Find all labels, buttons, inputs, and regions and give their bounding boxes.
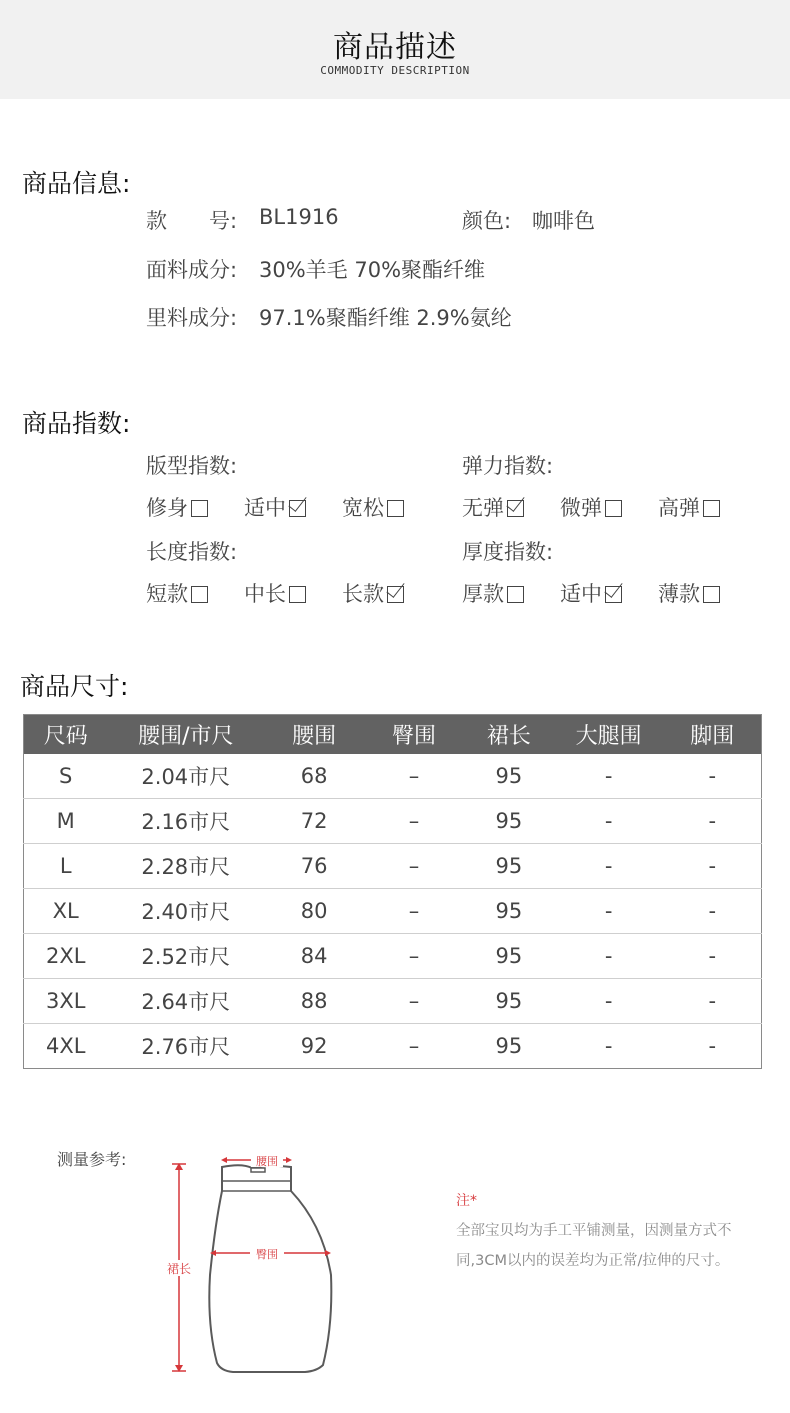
skirt-measurement-diagram (155, 1145, 345, 1375)
table-cell: 2.28市尺 (107, 844, 264, 889)
table-cell: 2.64市尺 (107, 979, 264, 1024)
hip-label: 臀围 (256, 1248, 278, 1261)
fit-index-label: 版型指数: (146, 454, 238, 478)
table-cell: 95 (464, 934, 554, 979)
fit-option-slim: 修身 (146, 492, 208, 522)
table-cell: 2.76市尺 (141, 1035, 231, 1059)
table-cell: 80 (264, 889, 364, 934)
table-cell: 68 (264, 754, 364, 799)
note-title: 注* (456, 1193, 477, 1209)
waist-tab (251, 1168, 265, 1172)
index-section-title: 商品指数: (22, 409, 131, 438)
table-cell: – (408, 1034, 420, 1058)
size-section-title: 商品尺寸: (20, 672, 129, 701)
measure-reference-label: 测量参考: (57, 1150, 127, 1169)
info-section-title: 商品信息: (22, 169, 131, 198)
checkbox-icon (191, 500, 208, 517)
table-row (24, 844, 762, 889)
checked-checkbox-icon (605, 586, 622, 603)
table-cell: – (364, 979, 464, 1024)
waist-arrow-left-icon (221, 1157, 227, 1163)
stretch-index-label: 弹力指数: (462, 454, 554, 478)
stretch-option-high: 高弹 (658, 492, 720, 522)
waist-arrow-right-icon (286, 1157, 292, 1163)
table-cell: M (24, 799, 108, 844)
checked-checkbox-icon (289, 500, 306, 517)
table-cell: 2.16市尺 (107, 799, 264, 844)
table-row (24, 1024, 762, 1069)
table-row (24, 754, 762, 799)
waist-label: 腰围 (256, 1155, 278, 1168)
table-cell: 2XL (24, 934, 108, 979)
table-cell: 76 (264, 844, 364, 889)
table-cell: - (554, 979, 664, 1024)
table-cell: - (554, 799, 664, 844)
lining-value: 97.1%聚酯纤维 2.9%氨纶 (259, 306, 512, 330)
page-header (0, 0, 790, 99)
table-cell: 95 (495, 1034, 523, 1058)
table-cell: - (708, 1034, 717, 1058)
table-cell: 95 (464, 844, 554, 889)
fit-option-loose: 宽松 (342, 492, 404, 522)
column-header-length: 裙长 (464, 715, 554, 754)
table-cell: - (554, 934, 664, 979)
table-cell: – (364, 799, 464, 844)
table-cell: - (664, 754, 762, 799)
color-label: 颜色: (462, 209, 512, 233)
thickness-option-thick: 厚款 (462, 578, 524, 608)
table-cell: – (364, 844, 464, 889)
table-cell: – (364, 934, 464, 979)
note-text: 全部宝贝均为手工平铺测量，因测量方式不同,3CM以内的误差均为正常/拉伸的尺寸。 (456, 1223, 732, 1269)
stretch-option-slight: 微弹 (560, 492, 622, 522)
fabric-value: 30%羊毛 70%聚酯纤维 (259, 258, 486, 282)
checkbox-icon (387, 500, 404, 517)
length-option-long: 长款 (342, 578, 404, 608)
table-cell: 72 (264, 799, 364, 844)
table-cell: - (664, 844, 762, 889)
column-header-size: 尺码 (24, 715, 108, 754)
checked-checkbox-icon (387, 586, 404, 603)
checkbox-icon (191, 586, 208, 603)
table-cell: - (604, 1034, 613, 1058)
table-cell: 3XL (24, 979, 108, 1024)
table-cell: 95 (464, 979, 554, 1024)
hip-arrow-right-icon (325, 1250, 331, 1256)
checkbox-icon (289, 586, 306, 603)
color-value: 咖啡色 (532, 209, 595, 233)
column-header-hem: 脚围 (664, 715, 762, 754)
table-cell: 2.40市尺 (107, 889, 264, 934)
size-table (23, 714, 762, 1069)
style-number-label: 款 号: (146, 209, 238, 233)
skirt-outline (209, 1165, 331, 1372)
table-cell: - (554, 844, 664, 889)
table-row (24, 799, 762, 844)
table-cell: - (664, 889, 762, 934)
thickness-option-medium: 适中 (560, 578, 622, 608)
table-cell: 4XL (45, 1034, 86, 1058)
checkbox-icon (605, 500, 622, 517)
column-header-thigh: 大腿围 (554, 715, 664, 754)
table-cell: 95 (464, 889, 554, 934)
table-cell: 92 (300, 1034, 328, 1058)
column-header-hip: 臀围 (364, 715, 464, 754)
checked-checkbox-icon (507, 500, 524, 517)
length-option-mid: 中长 (244, 578, 306, 608)
table-cell: S (24, 754, 108, 799)
lining-label: 里料成分: (146, 306, 238, 330)
fit-option-regular: 适中 (244, 492, 306, 522)
table-cell: - (664, 934, 762, 979)
length-label: 裙长 (166, 1262, 192, 1276)
table-cell: - (554, 754, 664, 799)
column-header-waist: 腰围 (264, 715, 364, 754)
style-number-value: BL1916 (259, 205, 339, 229)
thickness-option-thin: 薄款 (658, 578, 720, 608)
table-cell: - (664, 979, 762, 1024)
checkbox-icon (703, 586, 720, 603)
table-header-row (24, 715, 762, 754)
table-cell: 2.04市尺 (107, 754, 264, 799)
page-subtitle: COMMODITY DESCRIPTION (320, 64, 470, 77)
table-cell: 95 (464, 754, 554, 799)
table-cell: – (364, 889, 464, 934)
stretch-option-none: 无弹 (462, 492, 524, 522)
table-cell: - (664, 799, 762, 844)
table-row (24, 889, 762, 934)
table-cell: 88 (264, 979, 364, 1024)
page-title: 商品描述 (333, 30, 457, 65)
fabric-label: 面料成分: (146, 258, 238, 282)
table-cell: XL (24, 889, 108, 934)
table-cell: 84 (264, 934, 364, 979)
thickness-index-label: 厚度指数: (462, 540, 554, 564)
length-index-label: 长度指数: (146, 540, 238, 564)
table-cell: – (364, 754, 464, 799)
table-row (24, 979, 762, 1024)
checkbox-icon (703, 500, 720, 517)
table-cell: 95 (464, 799, 554, 844)
table-row (24, 934, 762, 979)
checkbox-icon (507, 586, 524, 603)
column-header-waist-chi: 腰围/市尺 (107, 715, 264, 754)
table-cell: L (24, 844, 108, 889)
table-cell: - (554, 889, 664, 934)
table-cell: 2.52市尺 (107, 934, 264, 979)
length-option-short: 短款 (146, 578, 208, 608)
